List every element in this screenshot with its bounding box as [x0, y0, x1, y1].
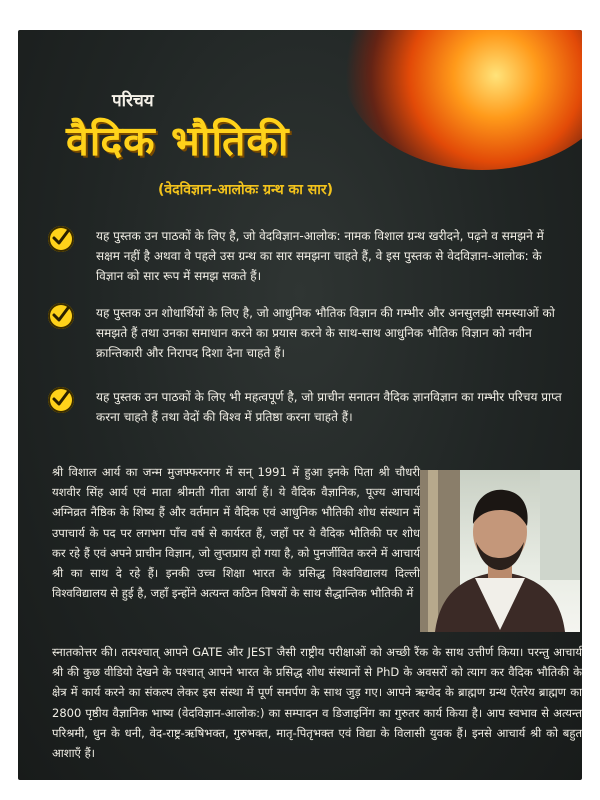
author-photo: [420, 470, 580, 632]
author-bio-part1: श्री विशाल आर्य का जन्म मुजफ्फरनगर में सन् 1991 में हुआ इनके पिता श्री चौधरी यशवीर सिंह आर्य एवं माता श्रीमती गीता आर्या हैं। ये वैदिक वैज्ञानिक, पूज्य आचार्य अग्निव्रत नैष्ठिक के शिष्य हैं और वर्तमान में वैदिक एवं आधुनिक भौतिकी शोध संस्थान में उपाचार्य के पद पर लगभग पाँच वर्ष से कार्यरत हैं, जहाँ पर ये वैदिक भौतिकी पर शोध कर रहे हैं एवं अपने प्राचीन विज्ञान, जो लुप्तप्राय हो गया है, को पुनर्जीवित करने में आचार्य श्री का साथ दे रहे हैं। इनकी उच्च शिक्षा भारत के प्रसिद्ध विश्वविद्यालय दिल्ली विश्वविद्यालय से हुई है, जहाँ इन्होंने अत्यन्त कठिन विषयों के साथ सैद्धान्तिक भौतिकी में: [52, 465, 420, 601]
list-item-text: यह पुस्तक उन शोधार्थियों के लिए है, जो आधुनिक भौतिक विज्ञान की गम्भीर और अनसुलझी समस्याओं को समझते हैं तथा उनका समाधान करने का प्रयास करने के साथ-साथ आधुनिक भौतिक विज्ञान को नवीन क्रान्तिकारी और निरापद दिशा देना चाहते हैं।: [96, 306, 555, 360]
author-bio-part2: स्नातकोत्तर की। तत्पश्चात् आपने GATE और JEST जैसी राष्ट्रीय परीक्षाओं को अच्छी रैंक के साथ उत्तीर्ण किया। परन्तु आचार्य श्री की कुछ वीडियो देखने के पश्चात् आपने भारत के प्रसिद्ध शोध संस्थानों से PhD के अवसरों को त्याग कर वैदिक भौतिकी के क्षेत्र में कार्य करने का संकल्प लेकर इस संस्था में पूर्ण समर्पण के साथ जुड़ गए। आपने ऋग्वेद के ब्राह्मण ग्रन्थ ऐतरेय ब्राह्मण का 2800 पृष्ठीय वैज्ञानिक भाष्य (वेदविज्ञान-आलोक:) का सम्पादन व डिजाइनिंग का गुरुतर कार्य किया है। आप स्वभाव से अत्यन्त परिश्रमी, धुन के धनी, वेद-राष्ट्र-ऋषिभक्त, गुरुभक्त, मातृ-पितृभक्त एवं विद्या के विलासी युवक हैं। इनसे आचार्य श्री को बहुत आशाएँ हैं।: [52, 645, 582, 761]
book-subtitle: (वेदविज्ञान-आलोकः ग्रन्थ का सार): [158, 182, 334, 198]
book-back-cover: [18, 30, 582, 780]
sun-image: [342, 30, 582, 170]
book-title: वैदिक भौतिकी: [66, 117, 290, 165]
list-item: [48, 387, 568, 427]
intro-label: परिचय: [112, 91, 154, 111]
check-icon: [48, 387, 74, 413]
list-item: [48, 303, 568, 363]
check-icon: [48, 226, 74, 252]
list-item: [48, 226, 568, 286]
check-icon: [48, 303, 74, 329]
list-item-text: यह पुस्तक उन पाठकों के लिए भी महत्वपूर्ण है, जो प्राचीन सनातन वैदिक ज्ञानविज्ञान का गम्भीर परिचय प्राप्त करना चाहते हैं तथा वेदों की विश्व में प्रतिष्ठा करना चाहते हैं।: [96, 390, 562, 424]
list-item-text: यह पुस्तक उन पाठकों के लिए है, जो वेदविज्ञान-आलोक: नामक विशाल ग्रन्थ खरीदने, पढ़ने व समझने में सक्षम नहीं है अथवा वे पहले उस ग्रन्थ का सार समझना चाहते हैं, वे इस पुस्तक से वेदविज्ञान-आलोक: के विज्ञान को सार रूप में समझ सकते हैं।: [96, 229, 544, 283]
